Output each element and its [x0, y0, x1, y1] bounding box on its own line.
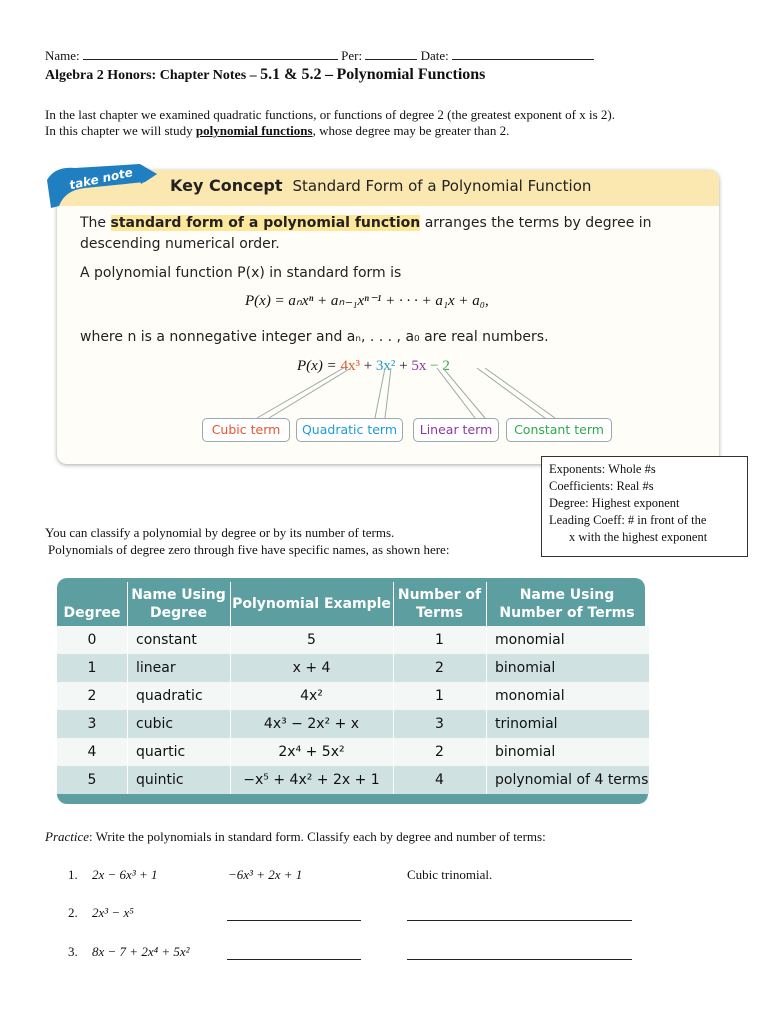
table-divider — [127, 582, 128, 794]
highlighted-term: standard form of a polynomial function — [110, 215, 421, 231]
classification-answer-line[interactable] — [407, 919, 632, 921]
polynomial-functions-term: polynomial functions — [195, 123, 313, 138]
note-leading-coeff: Leading Coeff: # in front of the — [549, 513, 707, 527]
table-cell: polynomial of 4 terms — [495, 772, 649, 788]
table-divider — [393, 582, 394, 794]
table-cell: monomial — [495, 688, 565, 704]
vocabulary-note — [541, 456, 748, 557]
standard-form-intro: A polynomial function P(x) in standard form is — [80, 265, 402, 281]
table-cell: 4x² — [300, 688, 323, 704]
example-term-2: 3x² — [375, 358, 396, 374]
table-divider — [486, 582, 487, 794]
example-term-4: 5x — [411, 358, 427, 374]
standard-form-definition: The standard form of a polynomial function arranges the terms by degree in descending numerical order. — [80, 215, 652, 252]
table-cell: 4x³ − 2x² + x — [263, 716, 360, 732]
table-cell: quartic — [136, 744, 186, 760]
table-cell: monomial — [495, 632, 565, 648]
table-cell: 1 — [435, 632, 444, 648]
table-cell: 3 — [435, 716, 444, 732]
general-formula: P(x) = aₙxⁿ + aₙ₋₁xⁿ⁻¹ + · · · + a₁x + a₀, — [245, 293, 489, 309]
standard-form-answer-line[interactable] — [227, 919, 361, 921]
table-cell: −x⁵ + 4x² + 2x + 1 — [243, 772, 380, 788]
table-header-2: Polynomial Example — [232, 596, 391, 612]
term-label-constant-term: Constant term — [506, 418, 612, 442]
term-label-cubic-term: Cubic term — [202, 418, 290, 442]
table-cell: binomial — [495, 660, 556, 676]
practice-label: Practice — [45, 829, 90, 844]
per-label: Per: — [341, 48, 363, 63]
date-field[interactable] — [452, 47, 594, 60]
practice-expression: 2x³ − x⁵ — [92, 905, 134, 920]
table-cell: 2x⁴ + 5x² — [278, 744, 345, 760]
table-cell: 5 — [307, 632, 316, 648]
table-cell: 4 — [435, 772, 444, 788]
table-cell: x + 4 — [292, 660, 331, 676]
table-cell: 2 — [435, 744, 444, 760]
table-cell: 1 — [435, 688, 444, 704]
table-cell: quintic — [136, 772, 184, 788]
practice-classification: Cubic trinomial. — [407, 867, 493, 882]
table-cell: constant — [136, 632, 197, 648]
key-concept-subtitle: Standard Form of a Polynomial Function — [292, 177, 592, 195]
page-title: Algebra 2 Honors: Chapter Notes – 5.1 & 5.2 – Polynomial Functions — [45, 66, 486, 83]
table-cell: 3 — [87, 716, 97, 732]
note-leading-coeff-cont: x with the highest exponent — [569, 530, 708, 544]
take-note-text: take note — [68, 165, 134, 193]
note-exponents: Exponents: Whole #s — [549, 462, 656, 476]
table-header-3: Number of Terms — [397, 587, 482, 621]
name-label: Name: — [45, 48, 80, 63]
section-number: 5.1 & 5.2 — [260, 66, 322, 83]
example-term-6: 2 — [442, 358, 450, 374]
table-row — [57, 626, 649, 654]
classification-answer-line[interactable] — [407, 958, 632, 960]
key-concept-title: Key Concept Standard Form of a Polynomial Function — [170, 176, 592, 195]
table-cell: 5 — [87, 772, 97, 788]
table-cell: 0 — [87, 632, 97, 648]
example-polynomial: P(x) = 4x³ + 3x² + 5x − 2 — [297, 358, 450, 374]
practice-number: 3. — [68, 944, 78, 959]
example-term-0: 4x³ — [340, 358, 360, 374]
table-cell: 4 — [87, 744, 97, 760]
table-header-4: Name Using Number of Terms — [499, 587, 635, 621]
table-cell: linear — [136, 660, 176, 676]
practice-expression: 2x − 6x³ + 1 — [92, 867, 158, 882]
course-title: Algebra 2 Honors: Chapter Notes — [45, 68, 247, 83]
table-cell: cubic — [136, 716, 174, 732]
intro-line-1: In the last chapter we examined quadratic functions, or functions of degree 2 (the greatest exponent of x is 2). — [45, 107, 615, 122]
table-cell: quadratic — [136, 688, 203, 704]
table-row — [57, 738, 649, 766]
name-field[interactable] — [83, 47, 338, 60]
note-degree: Degree: Highest exponent — [549, 496, 680, 510]
table-row — [57, 710, 649, 738]
table-cell: 2 — [435, 660, 444, 676]
note-coefficients: Coefficients: Real #s — [549, 479, 654, 493]
practice-number: 1. — [68, 867, 78, 882]
table-divider — [230, 582, 231, 794]
table-row — [57, 682, 649, 710]
example-term-5: − — [426, 358, 443, 374]
practice-expression: 8x − 7 + 2x⁴ + 5x² — [92, 944, 190, 959]
intro-paragraph — [45, 107, 735, 139]
table-row — [57, 766, 649, 794]
table-cell: trinomial — [495, 716, 558, 732]
formula-conditions: where n is a nonnegative integer and aₙ, . . . , a₀ are real numbers. — [80, 329, 549, 345]
period-field[interactable] — [365, 47, 417, 60]
intro-line-2: In this chapter we will study polynomial functions, whose degree may be greater than 2. — [45, 123, 510, 138]
table-cell: 2 — [87, 688, 97, 704]
term-label-quadratic-term: Quadratic term — [296, 418, 403, 442]
practice-standard-form: −6x³ + 2x + 1 — [228, 867, 303, 882]
practice-number: 2. — [68, 905, 78, 920]
topic-title: Polynomial Functions — [336, 66, 486, 83]
table-row — [57, 654, 649, 682]
table-cell: binomial — [495, 744, 556, 760]
table-header-0: Degree — [63, 605, 121, 621]
classification-intro: You can classify a polynomial by degree or by its number of terms. Polynomials of degree zero through five have specific names, as shown here: — [45, 525, 450, 557]
header-line — [45, 47, 594, 64]
table-header-1: Name Using Degree — [131, 587, 226, 621]
standard-form-answer-line[interactable] — [227, 958, 361, 960]
term-label-linear-term: Linear term — [413, 418, 499, 442]
example-term-1: + — [359, 358, 376, 374]
date-label: Date: — [420, 48, 449, 63]
example-term-3: + — [395, 358, 412, 374]
table-cell: 1 — [87, 660, 97, 676]
practice-instructions: Practice: Write the polynomials in standard form. Classify each by degree and number of terms: — [45, 829, 546, 844]
